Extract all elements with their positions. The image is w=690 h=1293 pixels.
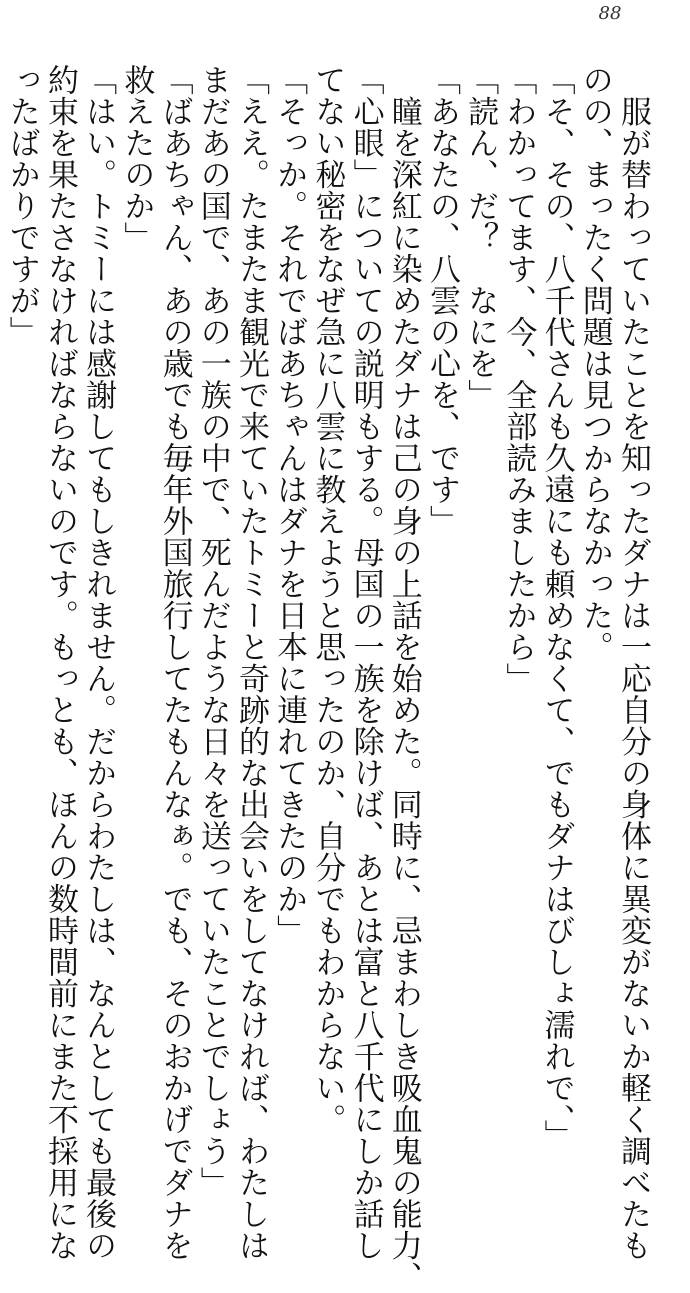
- text-line: 「はい。トミーには感謝してもしきれません。だからわたしは、なんとしても最後の: [80, 64, 117, 1261]
- text-line: 「あなたの、八雲の心を、です」: [423, 64, 460, 537]
- text-line: 「ええ。たまたま観光で来ていたトミーと奇跡的な出会いをしてなければ、わたしは: [232, 64, 269, 1261]
- page-number: 88: [598, 3, 622, 24]
- text-line: のの、まったく問題は見つからなかった。: [576, 64, 613, 663]
- text-line: 約束を果たさなければならないのです。もっとも、ほんの数時間前にまた不採用にな: [41, 64, 78, 1261]
- text-line: 「そ、その、八千代さんも久遠にも頼めなくて、でもダナはびしょ濡れで、」: [538, 64, 575, 1151]
- text-line: ったばかりですが」: [3, 64, 40, 348]
- text-line: 「心眼」についての説明もする。母国の一族を除けば、あとは富と八千代にしか話し: [347, 64, 384, 1261]
- text-line: 「読ん、だ？ なにを」: [462, 64, 499, 411]
- text-line: 服が替わっていたことを知ったダナは一応自分の身体に異変がないか軽く調べたも: [615, 64, 651, 1261]
- text-line: てない秘密をなぜ急に八雲に教えようと思ったのか、自分でもわからない。: [309, 64, 346, 1135]
- text-line: まだあの国で、あの一族の中で、死んだような日々を送っていたことでしょう」: [194, 64, 231, 1198]
- text-line: 「わかってます、今、全部読みましたから」: [500, 64, 537, 694]
- text-line: 「そっか。それでばあちゃんはダナを日本に連れてきたのか」: [271, 64, 308, 946]
- vertical-text-body: [3, 64, 652, 1293]
- text-line: 瞳を深紅に染めたダナは己の身の上話を始めた。同時に、忌まわしき吸血鬼の能力、: [385, 64, 422, 1293]
- text-line: 「ばあちゃん、あの歳でも毎年外国旅行してたもんなぁ。でも、そのおかげでダナを: [156, 64, 193, 1261]
- text-line: 救えたのか」: [118, 64, 155, 253]
